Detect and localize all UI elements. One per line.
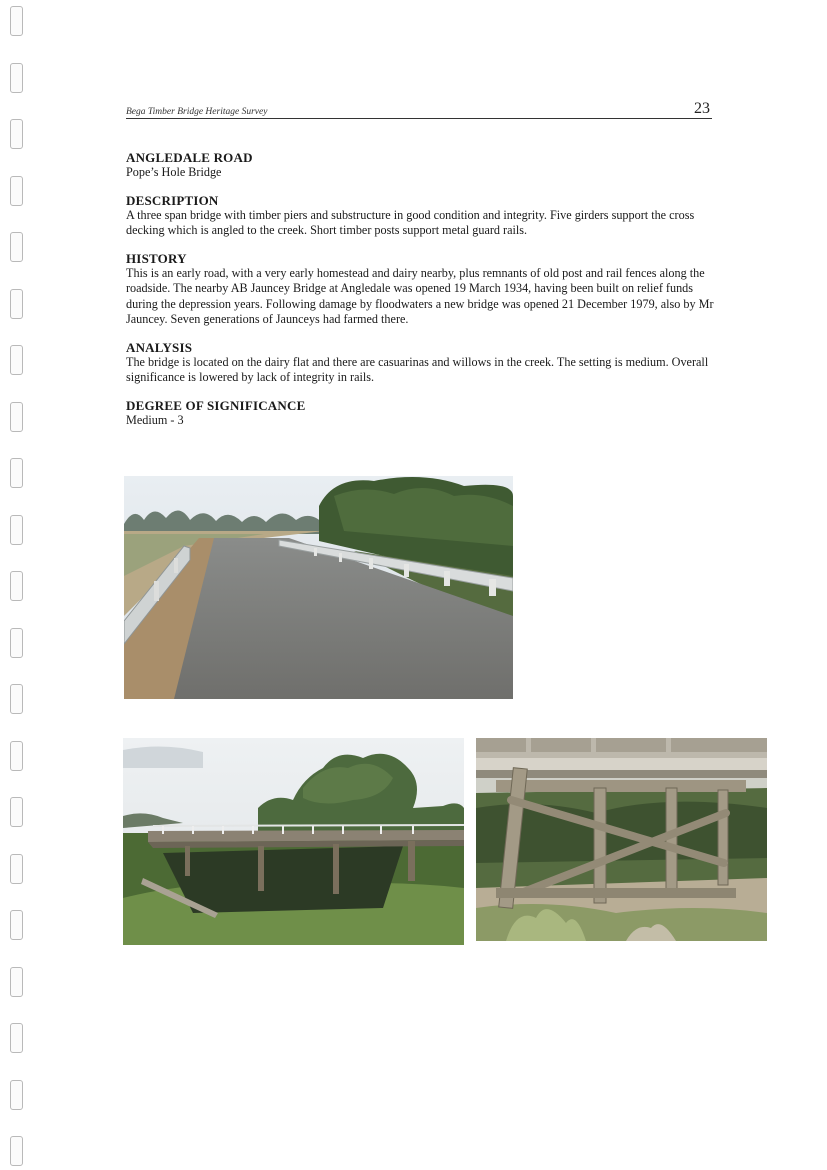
page-number: 23	[694, 100, 710, 117]
binder-hole	[10, 797, 23, 827]
binder-hole	[10, 176, 23, 206]
binder-hole	[10, 854, 23, 884]
history-text: This is an early road, with a very early homestead and dairy nearby, plus remnants of old post and rail fences along the roadside. The nearby AB Jauncey Bridge at Angledale was opened 19 March 1934, having been built on relief funds during the depression years. Following damage by floodwaters a new bridge was opened 21 December 1979, also by Mr Jauncey. Seven generations of Jaunceys had farmed there.	[126, 265, 714, 326]
binder-hole	[10, 628, 23, 658]
binder-hole	[10, 684, 23, 714]
photo-bridge-deck-road	[124, 476, 513, 699]
binder-hole	[10, 6, 23, 36]
significance-heading: DEGREE OF SIGNIFICANCE	[126, 397, 306, 413]
analysis-text: The bridge is located on the dairy flat and there are casuarinas and willows in the creek. The setting is medium. Overall significance is lowered by lack of integrity in rails.	[126, 354, 709, 384]
photo-timber-substructure	[476, 738, 767, 941]
main-content	[126, 150, 716, 440]
significance-section	[126, 398, 716, 429]
binder-hole	[10, 289, 23, 319]
history-heading: HISTORY	[126, 250, 187, 266]
description-section	[126, 193, 716, 239]
road-name: ANGLEDALE ROAD	[126, 150, 253, 165]
running-header	[126, 100, 712, 119]
analysis-heading: ANALYSIS	[126, 339, 193, 355]
binder-hole	[10, 910, 23, 940]
binder-hole	[10, 967, 23, 997]
binder-hole	[10, 1136, 23, 1166]
binder-hole	[10, 1023, 23, 1053]
bridge-name: Pope’s Hole Bridge	[126, 165, 222, 179]
binder-hole	[10, 402, 23, 432]
binder-hole	[10, 345, 23, 375]
binder-hole	[10, 63, 23, 93]
binder-hole	[10, 515, 23, 545]
analysis-section	[126, 340, 716, 386]
description-heading: DESCRIPTION	[126, 192, 219, 208]
significance-value: Medium - 3	[126, 412, 184, 427]
header-title: Bega Timber Bridge Heritage Survey	[126, 107, 268, 117]
binder-hole	[10, 571, 23, 601]
description-text: A three span bridge with timber piers and substructure in good condition and integrity. Five girders support the cross decking which is angled to the creek. Short timber posts support metal guard rails.	[126, 207, 695, 237]
binder-hole	[10, 119, 23, 149]
binder-hole	[10, 458, 23, 488]
photo-bridge-side-view	[123, 738, 464, 945]
history-section	[126, 251, 716, 328]
binder-holes	[8, 0, 28, 1170]
road-section	[126, 150, 716, 181]
binder-hole	[10, 1080, 23, 1110]
binder-hole	[10, 232, 23, 262]
binder-hole	[10, 741, 23, 771]
